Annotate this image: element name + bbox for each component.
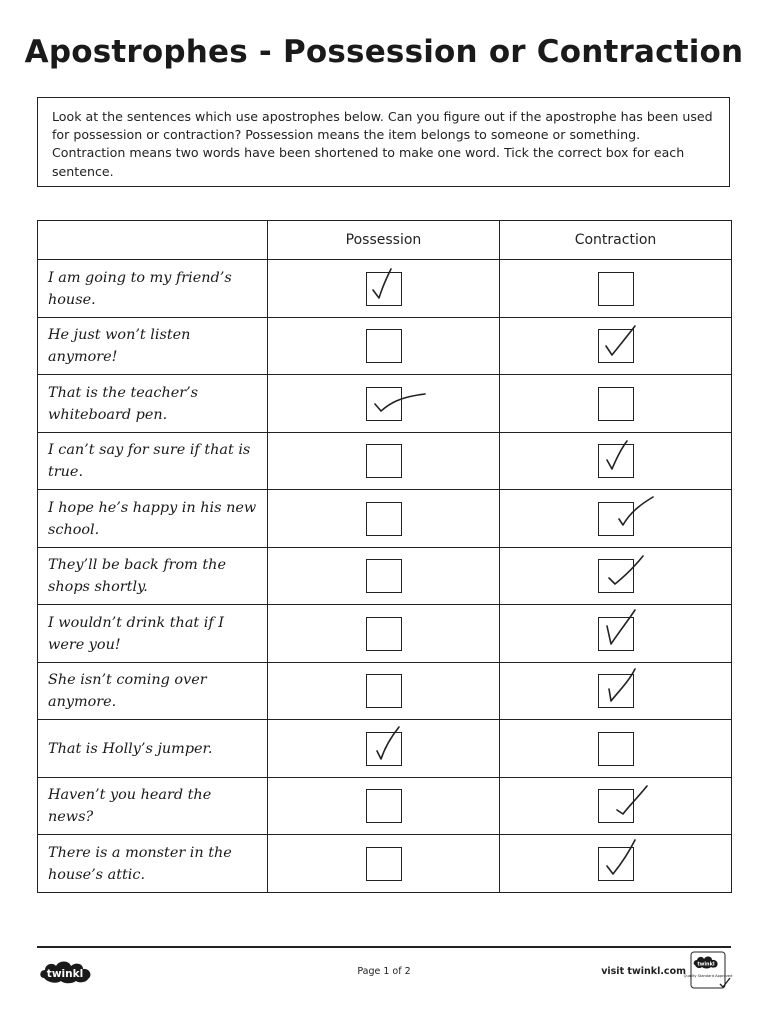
badge-text: Quality Standard Approved — [683, 974, 733, 978]
header-possession: Possession — [268, 221, 500, 260]
contraction-checkbox[interactable] — [598, 674, 634, 708]
possession-checkbox[interactable] — [366, 272, 402, 306]
possession-cell — [268, 835, 500, 893]
visit-link[interactable]: visit twinkl.com — [601, 966, 686, 977]
table-row — [38, 663, 732, 720]
contraction-cell — [500, 663, 732, 720]
contraction-checkbox[interactable] — [598, 732, 634, 766]
table-row — [38, 375, 732, 433]
contraction-cell — [500, 375, 732, 433]
possession-checkbox[interactable] — [366, 559, 402, 593]
possession-cell — [268, 605, 500, 663]
possession-checkbox[interactable] — [366, 329, 402, 363]
tick-mark-icon — [597, 673, 633, 707]
possession-cell — [268, 260, 500, 318]
tick-mark-icon — [365, 271, 401, 305]
quality-standard-badge-icon — [683, 951, 733, 991]
possession-cell — [268, 663, 500, 720]
tick-mark-icon — [597, 501, 633, 535]
possession-cell — [268, 490, 500, 548]
footer-divider — [37, 946, 731, 948]
possession-cell — [268, 433, 500, 490]
contraction-checkbox[interactable] — [598, 559, 634, 593]
sentence-text: He just won’t listen anymore! — [38, 318, 268, 375]
sentence-text: They’ll be back from the shops shortly. — [38, 548, 268, 605]
contraction-checkbox[interactable] — [598, 847, 634, 881]
possession-cell — [268, 318, 500, 375]
contraction-cell — [500, 720, 732, 778]
header-contraction: Contraction — [500, 221, 732, 260]
contraction-cell — [500, 605, 732, 663]
contraction-checkbox[interactable] — [598, 272, 634, 306]
table-row — [38, 548, 732, 605]
possession-checkbox[interactable] — [366, 387, 402, 421]
table-row — [38, 835, 732, 893]
possession-checkbox[interactable] — [366, 444, 402, 478]
contraction-checkbox[interactable] — [598, 617, 634, 651]
table-row — [38, 490, 732, 548]
possession-cell — [268, 375, 500, 433]
possession-checkbox[interactable] — [366, 617, 402, 651]
possession-cell — [268, 778, 500, 835]
sentence-text: I am going to my friend’s house. — [38, 260, 268, 318]
contraction-cell — [500, 490, 732, 548]
table-row — [38, 778, 732, 835]
page-number: Page 1 of 2 — [357, 966, 411, 977]
tick-mark-icon — [597, 558, 633, 592]
tick-mark-icon — [597, 846, 633, 880]
sentence-text: I wouldn’t drink that if I were you! — [38, 605, 268, 663]
tick-mark-icon — [597, 616, 633, 650]
page-title: Apostrophes - Possession or Contraction — [24, 34, 744, 70]
table-row — [38, 433, 732, 490]
contraction-cell — [500, 318, 732, 375]
possession-cell — [268, 720, 500, 778]
table-header-row — [38, 221, 732, 260]
contraction-checkbox[interactable] — [598, 502, 634, 536]
possession-checkbox[interactable] — [366, 732, 402, 766]
sentence-text: That is Holly’s jumper. — [38, 720, 268, 778]
contraction-checkbox[interactable] — [598, 444, 634, 478]
header-sentence — [38, 221, 268, 260]
possession-checkbox[interactable] — [366, 674, 402, 708]
contraction-cell — [500, 835, 732, 893]
contraction-cell — [500, 778, 732, 835]
contraction-cell — [500, 548, 732, 605]
tick-mark-icon — [597, 788, 633, 822]
contraction-checkbox[interactable] — [598, 789, 634, 823]
table-row — [38, 720, 732, 778]
instructions-box: Look at the sentences which use apostrophes below. Can you figure out if the apostrophe has been used for possession or contraction? Possession means the item belongs to someone or something. Contraction means two words have been shortened to make one word. Tick the correct box for each sentence. — [37, 97, 730, 187]
sentence-text: She isn’t coming over anymore. — [38, 663, 268, 720]
answer-table — [37, 220, 732, 893]
contraction-cell — [500, 260, 732, 318]
tick-mark-icon — [597, 328, 633, 362]
sentence-text: That is the teacher’s whiteboard pen. — [38, 375, 268, 433]
sentence-text: I hope he’s happy in his new school. — [38, 490, 268, 548]
possession-cell — [268, 548, 500, 605]
sentence-text: I can’t say for sure if that is true. — [38, 433, 268, 490]
tick-mark-icon — [597, 443, 633, 477]
possession-checkbox[interactable] — [366, 847, 402, 881]
table-row — [38, 318, 732, 375]
contraction-checkbox[interactable] — [598, 387, 634, 421]
contraction-cell — [500, 433, 732, 490]
badge-brand: twinkl — [697, 961, 715, 968]
sentence-text: Haven’t you heard the news? — [38, 778, 268, 835]
contraction-checkbox[interactable] — [598, 329, 634, 363]
possession-checkbox[interactable] — [366, 502, 402, 536]
tick-mark-icon — [365, 386, 401, 420]
tick-mark-icon — [365, 731, 401, 765]
table-row — [38, 605, 732, 663]
table-row — [38, 260, 732, 318]
sentence-text: There is a monster in the house’s attic. — [38, 835, 268, 893]
svg-text:Quality Standard Approved — [684, 974, 733, 978]
possession-checkbox[interactable] — [366, 789, 402, 823]
logo-text: twinkl — [46, 968, 84, 980]
